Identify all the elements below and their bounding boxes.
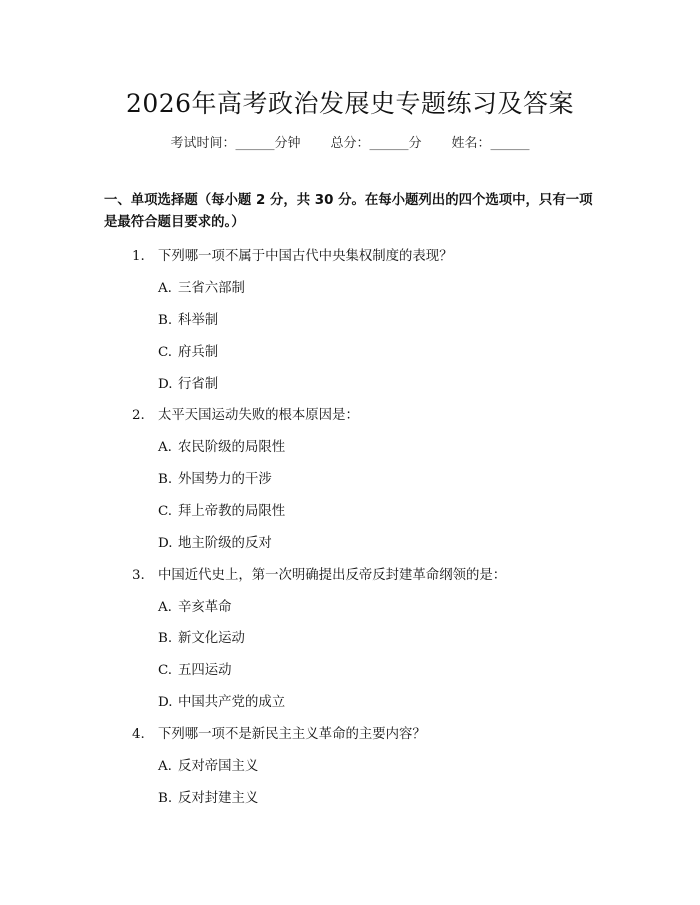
question-1-option-d xyxy=(158,373,218,392)
question-number: 4. xyxy=(132,727,145,742)
student-name-field: 姓名：______ xyxy=(451,136,530,151)
question-4 xyxy=(132,723,426,742)
option-text: 辛亥革命 xyxy=(178,600,232,615)
option-text: 外国势力的干涉 xyxy=(178,472,272,487)
option-letter: A. xyxy=(158,759,172,774)
option-letter: D. xyxy=(158,695,173,710)
question-2 xyxy=(132,404,359,423)
section-heading-line-2: 是最符合题目要求的。） xyxy=(104,215,245,230)
option-letter: D. xyxy=(158,536,173,551)
option-text: 拜上帝教的局限性 xyxy=(178,504,286,519)
option-text: 地主阶级的反对 xyxy=(178,536,272,551)
option-letter: C. xyxy=(158,663,173,678)
option-letter: B. xyxy=(158,631,173,646)
question-3-option-c xyxy=(158,659,232,678)
exam-time-field: 考试时间：______分钟 xyxy=(170,136,301,151)
question-text: 下列哪一项不属于中国古代中央集权制度的表现？ xyxy=(158,249,453,264)
option-letter: C. xyxy=(158,345,173,360)
question-number: 3. xyxy=(132,568,145,583)
question-1-option-c xyxy=(158,341,218,360)
option-text: 新文化运动 xyxy=(178,631,245,646)
question-3-option-b xyxy=(158,627,245,646)
option-letter: B. xyxy=(158,313,173,328)
option-letter: A. xyxy=(158,600,172,615)
question-4-option-b xyxy=(158,787,258,806)
option-letter: C. xyxy=(158,504,173,519)
question-2-option-c xyxy=(158,500,285,519)
option-text: 反对帝国主义 xyxy=(178,759,259,774)
question-2-option-d xyxy=(158,532,272,551)
option-letter: A. xyxy=(158,281,172,296)
question-1 xyxy=(132,245,453,264)
option-letter: A. xyxy=(158,440,172,455)
option-text: 农民阶级的局限性 xyxy=(178,440,286,455)
question-1-option-b xyxy=(158,309,218,328)
page-title: 2026年高考政治发展史专题练习及答案 xyxy=(125,89,575,118)
question-number: 2. xyxy=(132,408,145,423)
option-letter: B. xyxy=(158,791,173,806)
option-text: 中国共产党的成立 xyxy=(178,695,286,710)
section-heading-line-1: 一、单项选择题（每小题 2 分，共 30 分。在每小题列出的四个选项中，只有一项 xyxy=(104,193,593,208)
question-3-option-d xyxy=(158,691,285,710)
question-text: 太平天国运动失败的根本原因是： xyxy=(158,408,359,423)
option-text: 府兵制 xyxy=(178,345,219,360)
option-text: 反对封建主义 xyxy=(178,791,259,806)
question-1-option-a xyxy=(158,277,245,296)
question-4-option-a xyxy=(158,755,258,774)
option-text: 三省六部制 xyxy=(178,281,245,296)
question-text: 中国近代史上，第一次明确提出反帝反封建革命纲领的是： xyxy=(158,568,507,583)
question-number: 1. xyxy=(132,249,145,264)
exam-meta xyxy=(0,132,700,151)
question-3 xyxy=(132,564,506,583)
question-text: 下列哪一项不是新民主主义革命的主要内容？ xyxy=(158,727,426,742)
option-letter: B. xyxy=(158,472,173,487)
option-letter: D. xyxy=(158,377,173,392)
question-2-option-a xyxy=(158,436,285,455)
section-heading xyxy=(104,190,604,234)
total-score-field: 总分：______分 xyxy=(330,136,422,151)
question-3-option-a xyxy=(158,596,232,615)
option-text: 行省制 xyxy=(178,377,219,392)
option-text: 科举制 xyxy=(178,313,219,328)
question-2-option-b xyxy=(158,468,272,487)
option-text: 五四运动 xyxy=(178,663,232,678)
